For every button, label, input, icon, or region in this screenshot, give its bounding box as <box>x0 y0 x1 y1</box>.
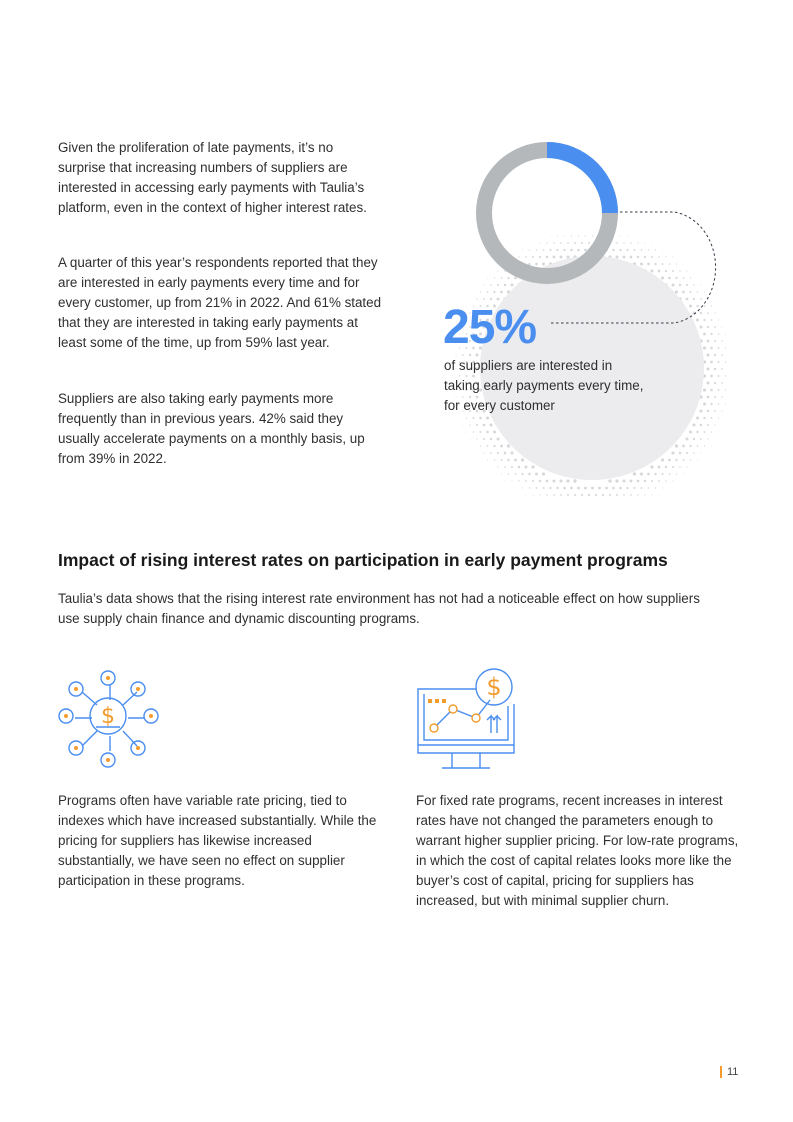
fixed-rate-paragraph: For fixed rate programs, recent increases in interest rates have not changed the parameters enough to warrant higher supplier pricing. For low-rate programs, in which the cost of capital relates looks more like the buyer’s cost of capital, pricing for suppliers has increased, but with minimal supplier churn. <box>416 793 739 908</box>
dashed-connector-line <box>540 205 720 330</box>
monitor-chart-dollar-icon <box>414 664 520 772</box>
page-footer <box>720 1066 738 1078</box>
page-number: 11 <box>727 1066 739 1078</box>
variable-rate-paragraph: Programs often have variable rate pricing, tied to indexes which have increased substantially. While the pricing for suppliers has likewise increased substantially, we have seen no effect on supplier participation in these programs. <box>58 793 377 888</box>
intro-paragraph-3: Suppliers are also taking early payments more frequently than in previous years. 42% said they usually accelerate payments on a monthly basis, up from 39% in 2022. <box>58 391 365 466</box>
dollar-network-icon <box>56 664 164 772</box>
intro-paragraph-1: Given the proliferation of late payments, it’s no surprise that increasing numbers of suppliers are interested in accessing early payments with Taulia’s platform, even in the context of higher interest rates. <box>58 140 367 215</box>
intro-paragraph-2: A quarter of this year’s respondents reported that they are interested in early payments every time and for every customer, up from 21% in 2022. And 61% stated that they are interested in taking early payments at least some of the time, up from 59% last year. <box>58 255 382 350</box>
dollar-sign: $ <box>101 704 115 729</box>
page-number-bar <box>720 1066 722 1078</box>
dollar-sign: $ <box>486 673 502 701</box>
section-heading: Impact of rising interest rates on participation in early payment programs <box>58 550 668 570</box>
section-intro: Taulia’s data shows that the rising interest rate environment has not had a noticeable effect on how suppliers use supply chain finance and dynamic discounting programs. <box>58 591 700 626</box>
stat-percentage: 25% <box>443 301 537 354</box>
stat-caption: of suppliers are interested in taking early payments every time, for every customer <box>444 358 644 413</box>
